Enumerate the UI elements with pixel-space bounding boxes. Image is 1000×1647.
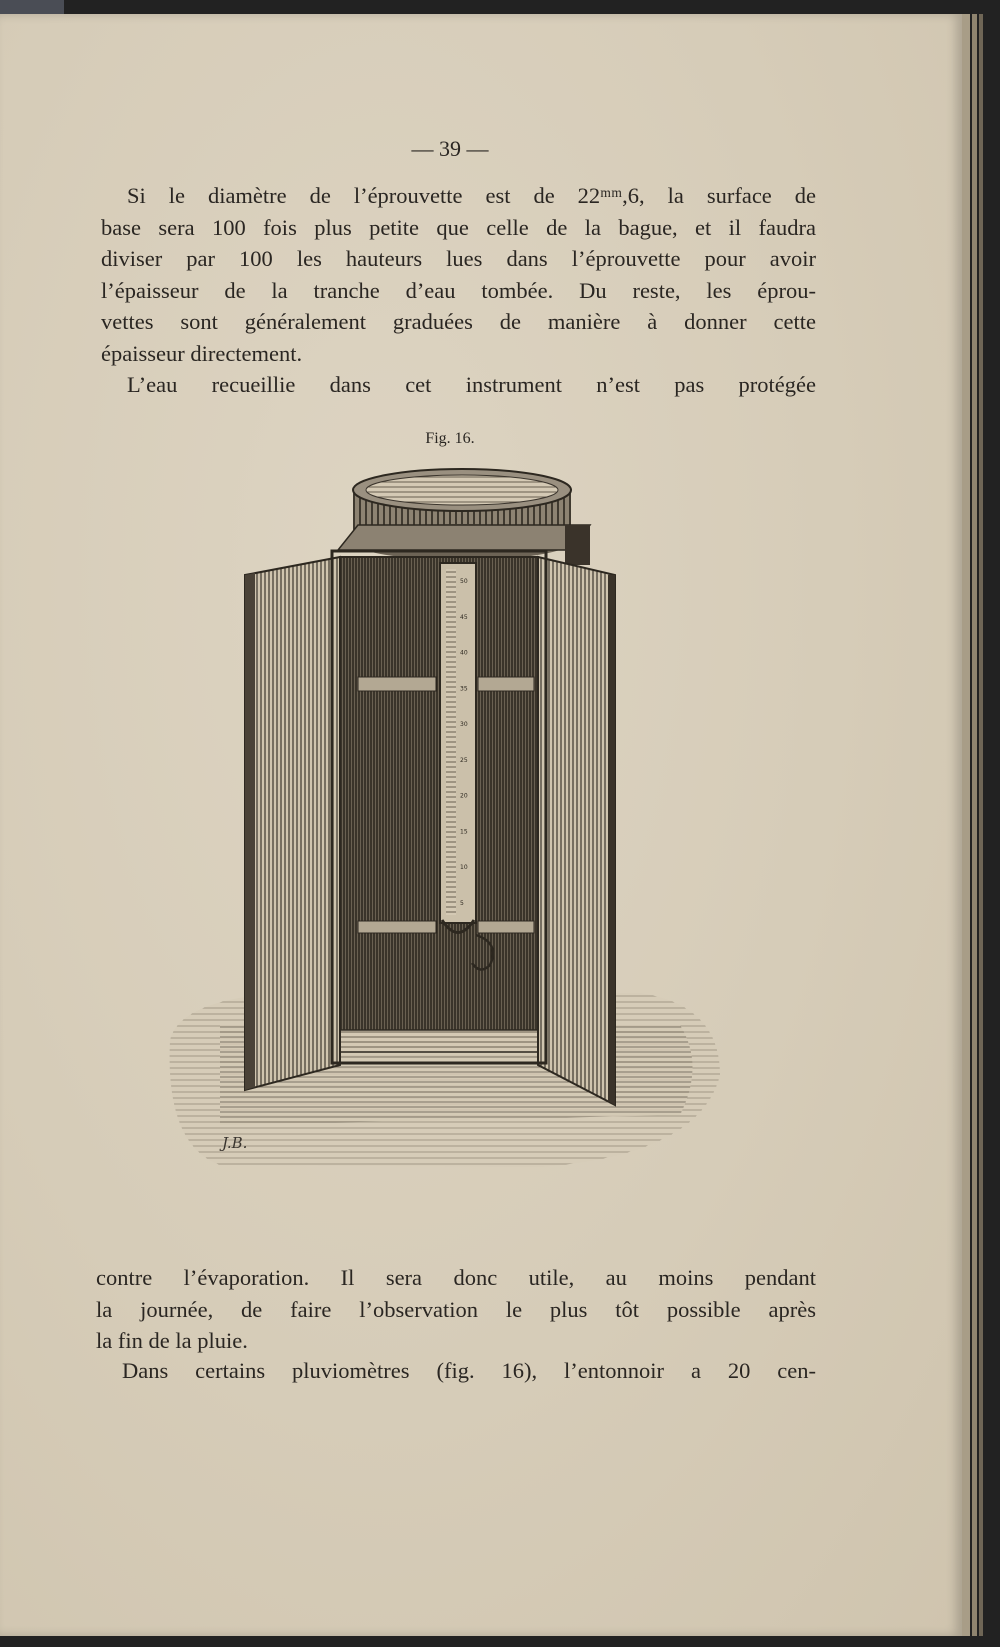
scale-mark: 20 [460, 792, 468, 800]
text-line: l’épaisseur de la tranche d’eau tombée. Du reste, les éprou- [101, 277, 816, 303]
page-edge [972, 14, 977, 1636]
text-line: la journée, de faire l’observation le plus tôt possible après [96, 1296, 816, 1322]
paragraph-4 [96, 1355, 816, 1387]
text-line: diviser par 100 les hauteurs lues dans l’éprouvette pour avoir [101, 246, 816, 271]
text-line: Dans certains pluviomètres (fig. 16), l’entonnoir a 20 cen- [122, 1358, 816, 1383]
scale-mark: 50 [460, 578, 468, 585]
text-line: épaisseur directement. [101, 340, 303, 366]
scale-mark: 15 [460, 828, 468, 836]
figure-caption: Fig. 16. [425, 430, 475, 447]
scale-mark: 5 [460, 900, 464, 907]
paragraph-2 [101, 369, 816, 401]
scale-mark: 40 [460, 649, 468, 657]
rain-gauge-engraving [160, 465, 750, 1225]
page-number: — 39 — [411, 136, 489, 161]
right-door [538, 557, 615, 1105]
text-line: Si le diamètre de l’éprouvette est de 22ᵐᵐ,6, la surface de [127, 183, 816, 208]
scale-mark: 45 [460, 613, 468, 621]
engraver-signature: J.B. [222, 1134, 248, 1152]
page-edge [979, 14, 983, 1636]
page-edge [962, 14, 970, 1636]
scale-mark: 10 [460, 864, 468, 872]
scale-mark: 25 [460, 756, 468, 764]
left-door [245, 557, 340, 1090]
text-line: la fin de la pluie. [96, 1328, 248, 1353]
text-line: contre l’évaporation. Il sera donc utile, au moins pendant [96, 1265, 816, 1290]
text-line: base sera 100 fois plus petite que celle de la bague, et il faudra [101, 214, 816, 240]
scale-mark: 35 [460, 685, 468, 693]
text-line: vettes sont généralement graduées de manière à donner cette [101, 309, 816, 334]
scale-mark: 30 [460, 721, 468, 729]
paragraph-3 [96, 1262, 816, 1357]
text-line: L’eau recueillie dans cet instrument n’est pas protégée [127, 372, 816, 397]
paragraph-1 [101, 180, 816, 369]
